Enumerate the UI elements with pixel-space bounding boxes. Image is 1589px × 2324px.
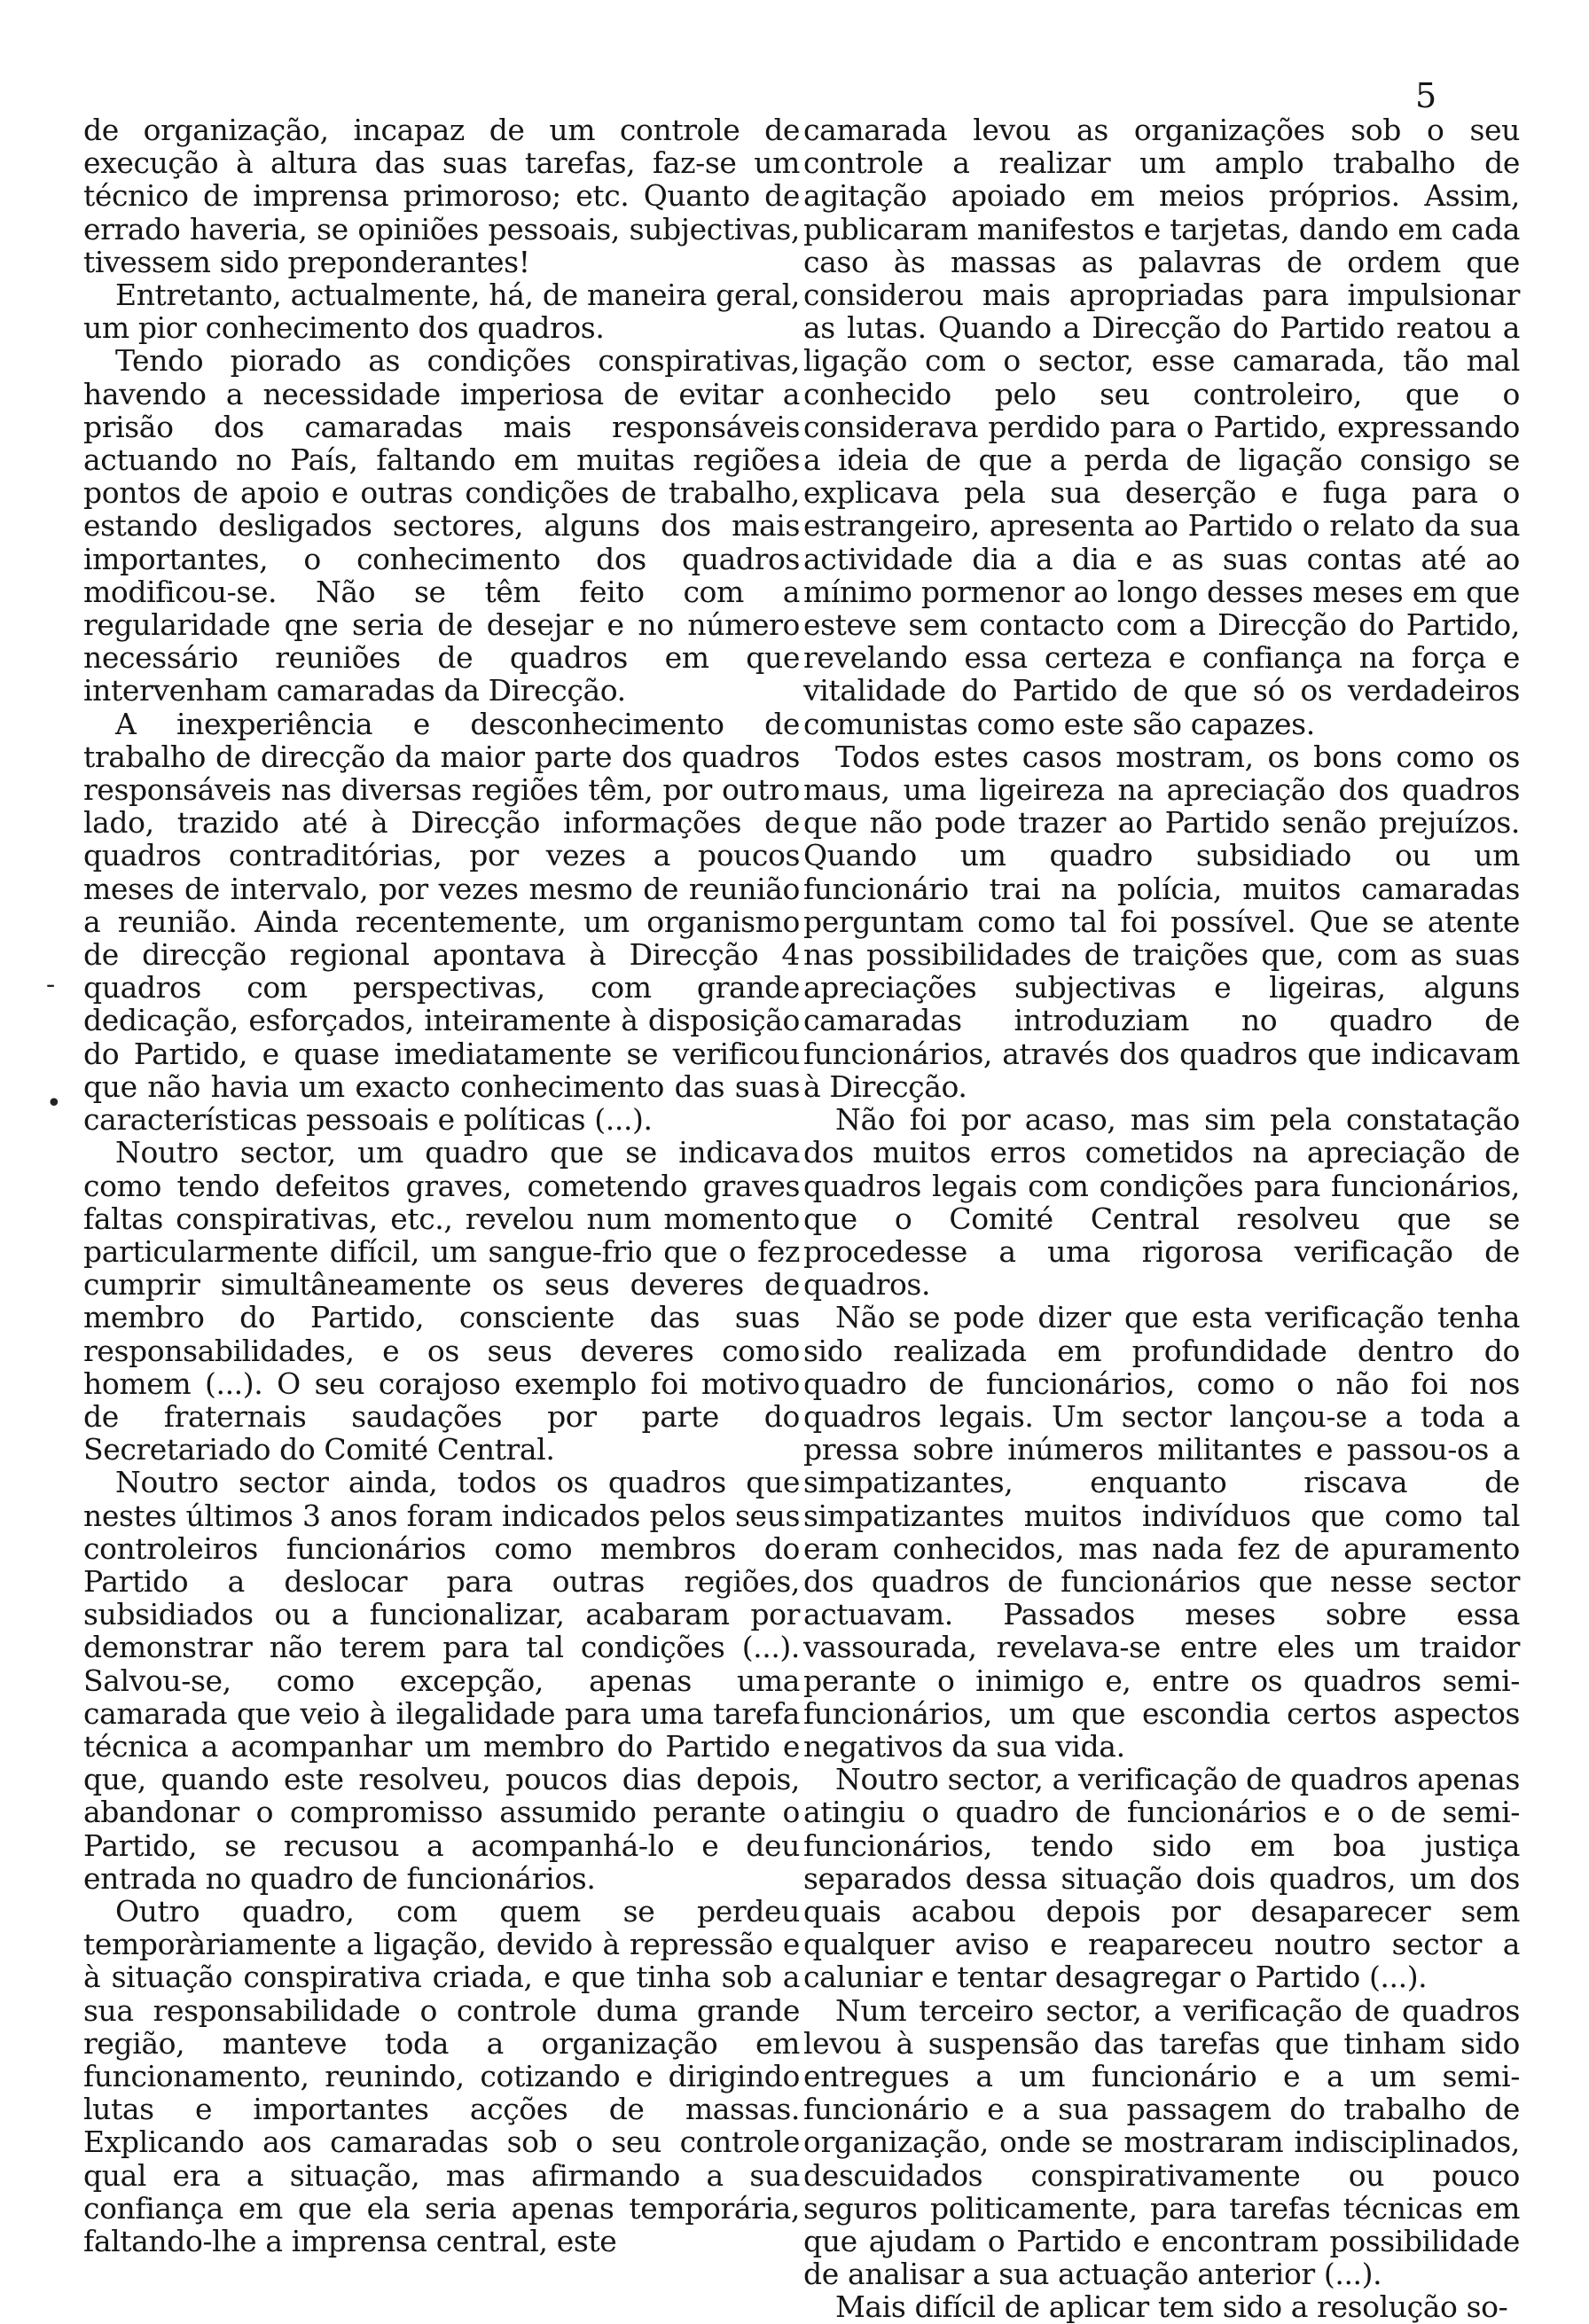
right-paragraph-1: camarada levou as organizações sob o seu controle a realizar um amplo trabalho de agitação apoiado em meios próprios. Assim, publicaram manifestos e tarjetas, dando em cada caso às massas as palavras de ordem que considerou mais apropriadas para impulsionar as lutas. Quando a Direcção do Partido reatou a ligação com o sector, esse camarada, tão mal conhecido pelo seu controleiro, que o considerava perdido para o Partido, expressando a ideia de que a perda de ligação consigo se explicava pela sua deserção e fuga para o estrangeiro, apresenta ao Partido o relato da sua actividade dia a dia e as suas contas até ao mínimo pormenor ao longo desses meses em que esteve sem contacto com a Direcção do Partido, revelando essa certeza e confiança na força e vitalidade do Partido de que só os verdadeiros comunistas como este são capazes. [803, 113, 1520, 741]
right-paragraph-2: Todos estes casos mostram, os bons como os maus, uma ligeireza na apreciação dos quadros que não pode trazer ao Partido senão prejuízos. Quando um quadro subsidiado ou um funcionário trai na polícia, muitos camaradas perguntam como tal foi possível. Que se atente nas possibilidades de traições que, com as suas apreciações subjectivas e ligeiras, alguns camaradas introduziam no quadro de funcionários, através dos quadros que indicavam à Direcção. [803, 739, 1520, 1104]
left-paragraph-6: Noutro sector ainda, todos os quadros que nestes últimos 3 anos foram indicados pelos seus controleiros funcionários como membros do Partido a deslocar para outras regiões, subsidiados ou a funcionalizar, acabaram por demonstrar não terem para tal condições (...). Salvou-se, como excepção, apenas uma camarada que veio à ilegalidade para uma tarefa técnica a acompanhar um membro do Partido e que, quando este resolveu, poucos dias depois, abandonar o compromisso assumido perante o Partido, se recusou a acompanhá-lo e deu entrada no quadro de funcionários. [83, 1465, 800, 1896]
right-paragraph-4: Não se pode dizer que esta verificação tenha sido realizada em profundidade dentro do quadro de funcionários, como o não foi nos quadros legais. Um sector lançou-se a toda a pressa sobre inúmeros militantes e passou-os a simpatizantes, enquanto riscava de simpatizantes muitos indivíduos que como tal eram conhecidos, mas nada fez de apuramento dos quadros de funcionários que nesse sector actuavam. Passados meses sobre essa vassourada, revelava-se entre eles um traidor perante o inimigo e, entre os quadros semi-funcionários, um que escondia certos aspectos negativos da sua vida. [803, 1300, 1520, 1764]
page-number: 5 [1415, 76, 1437, 115]
right-paragraph-6: Num terceiro sector, a verificação de quadros levou à suspensão das tarefas que tinham sido entregues a um funcionário e a um semi-funcionário e a sua passagem do trabalho de organização, onde se mostraram indisciplinados, descuidados conspirativamente ou pouco seguros politicamente, para tarefas técnicas em que ajudam o Partido e encontram possibilidade de analisar a sua actuação anterior (...). [803, 1992, 1520, 2292]
left-column [83, 113, 800, 2257]
margin-mark-dot: • [46, 1088, 62, 1119]
margin-mark-dash: - [46, 969, 56, 1000]
left-paragraph-2: Entretanto, actualmente, há, de maneira geral, um pior conhecimento dos quadros. [83, 278, 800, 346]
left-paragraph-7: Outro quadro, com quem se perdeu temporàriamente a ligação, devido à repressão e à situação conspirativa criada, e que tinha sob a sua responsabilidade o controle duma grande região, manteve toda a organização em funcionamento, reunindo, cotizando e dirigindo lutas e importantes acções de massas. Explicando aos camaradas sob o seu controle qual era a situação, mas afirmando a sua confiança em que ela seria apenas temporária, faltando-lhe a imprensa central, este [83, 1893, 800, 2258]
left-paragraph-5: Noutro sector, um quadro que se indicava como tendo defeitos graves, cometendo graves faltas conspirativas, etc., revelou num momento particularmente difícil, um sangue-frio que o fez cumprir simultâneamente os seus deveres de membro do Partido, consciente das suas responsabilidades, e os seus deveres como homem (...). O seu corajoso exemplo foi motivo de fraternais saudações por parte do Secretariado do Comité Central. [83, 1135, 800, 1467]
left-paragraph-3: Tendo piorado as condições conspirativas, havendo a necessidade imperiosa de evitar a prisão dos camaradas mais responsáveis actuando no País, faltando em muitas regiões pontos de apoio e outras condições de trabalho, estando desligados sectores, alguns dos mais importantes, o conhecimento dos quadros modificou-se. Não se têm feito com a regularidade qne seria de desejar e no número necessário reuniões de quadros em que intervenham camaradas da Direcção. [83, 343, 800, 708]
left-paragraph-1: de organização, incapaz de um controle de execução à altura das suas tarefas, faz-se um técnico de imprensa primoroso; etc. Quanto de errado haveria, se opiniões pessoais, subjectivas, tivessem sido preponderantes! [83, 113, 800, 279]
left-paragraph-4: A inexperiência e desconhecimento de trabalho de direcção da maior parte dos quadros responsáveis nas diversas regiões têm, por outro lado, trazido até à Direcção informações de quadros contraditórias, por vezes a poucos meses de intervalo, por vezes mesmo de reunião a reunião. Ainda recentemente, um organismo de direcção regional apontava à Direcção 4 quadros com perspectivas, com grande dedicação, esforçados, inteiramente à disposição do Partido, e quase imediatamente se verificou que não havia um exacto conhecimento das suas características pessoais e políticas (...). [83, 706, 800, 1138]
right-paragraph-5: Noutro sector, a verificação de quadros apenas atingiu o quadro de funcionários e o de semi-funcionários, tendo sido em boa justiça separados dessa situação dois quadros, um dos quais acabou depois por desaparecer sem qualquer aviso e reapareceu noutro sector a caluniar e tentar desagregar o Partido (...). [803, 1762, 1520, 1995]
right-column [803, 113, 1520, 2324]
right-paragraph-3: Não foi por acaso, mas sim pela constatação dos muitos erros cometidos na apreciação de quadros legais com condições para funcionários, que o Comité Central resolveu que se procedesse a uma rigorosa verificação de quadros. [803, 1102, 1520, 1303]
right-paragraph-7: Mais difícil de aplicar tem sido a resolução so- [835, 2289, 1508, 2324]
